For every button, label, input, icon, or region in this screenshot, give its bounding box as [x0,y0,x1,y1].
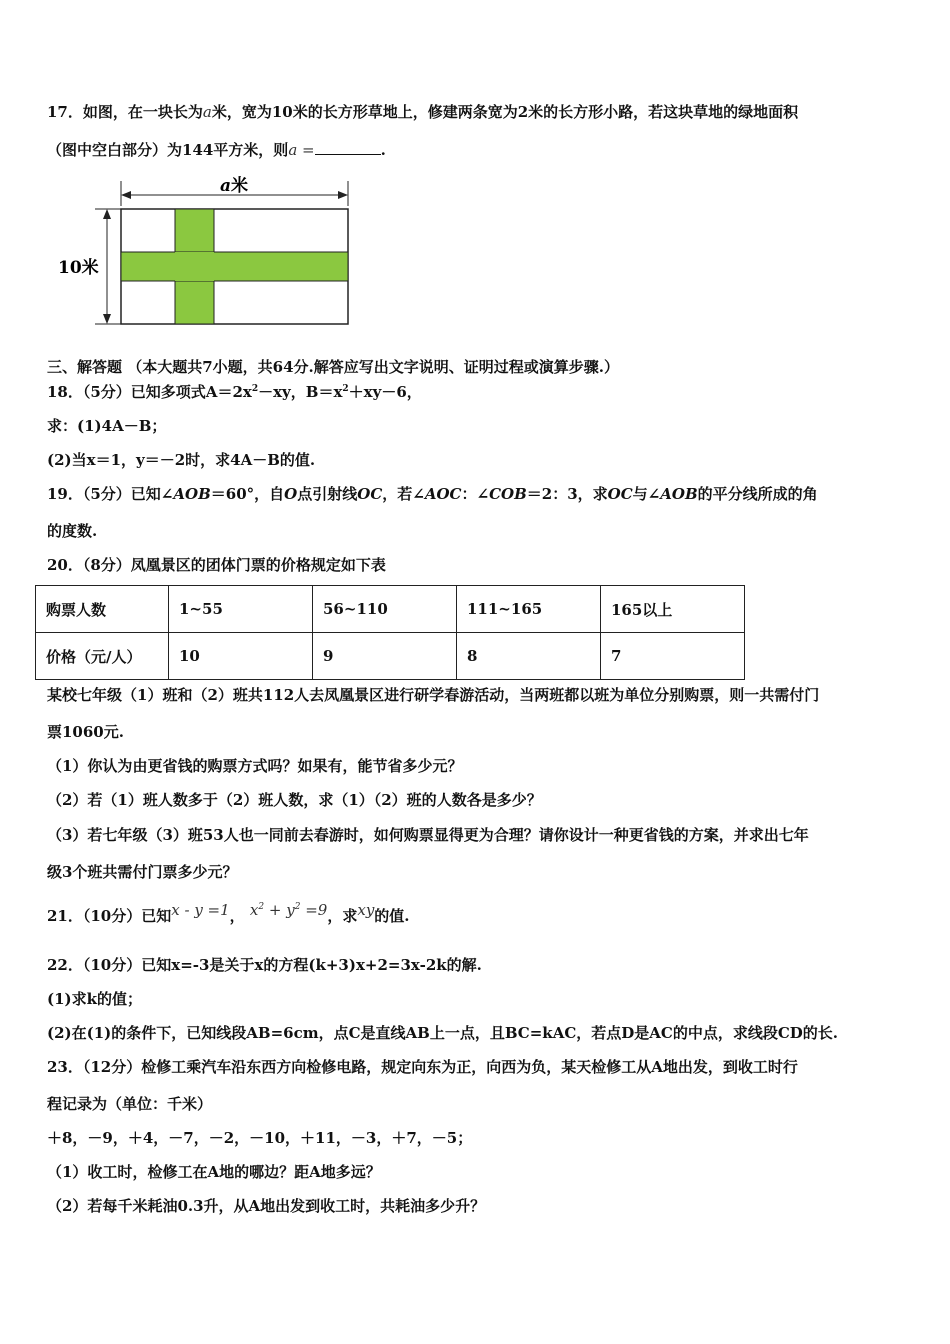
table-row [36,586,745,633]
table-cell: 165以上 [601,586,745,633]
arrow-up [103,209,111,219]
path-crossing [175,252,214,281]
q20-intro: 20．（8分）凤凰景区的团体门票的价格规定如下表 [47,556,386,574]
q17-line2: （图中空白部分）为144平方米，则a = . [47,141,386,159]
q23-sub2: （2）若每千米耗油0.3升，从A地出发到收工时，共耗油多少升？ [47,1197,486,1215]
table-cell: 购票人数 [36,586,169,633]
table-cell: 7 [601,633,745,680]
table-cell: 10 [169,633,313,680]
arrow-down [103,314,111,324]
arrow-left [121,191,131,199]
q21-line: 21．（10分）已知x - y =1， $x^2 + y^2 =9$，求xy的值. [47,901,410,925]
q18-line1: 18．（5分）已知多项式$A=2x^2-xy$，$B=x^2+xy-6$， [47,383,422,401]
eq-x-minus-y: x - y =1 [171,901,230,919]
var-a: a [202,103,212,121]
q22-line1: 22．（10分）已知x=-3是关于x的方程(k+3)x+2=3x-2k的解. [47,956,482,974]
q19-line2: 的度数. [47,522,98,540]
expr-xy: xy [357,901,375,919]
q20-sub3a: （3）若七年级（3）班53人也一同前去春游时，如何购票显得更为合理？请你设计一种更省钱的方案，并求出七年 [47,826,809,844]
table-cell: 9 [313,633,457,680]
q23-line3: ＋8，－9，＋4，－7，－2，－10，＋11，－3，＋7，－5； [47,1129,473,1147]
q18-line2: 求：(1)4A－B； [47,417,167,435]
eq-sum-squares: $x^2 + y^2 =9$ [249,901,328,919]
q23-line1: 23．（12分）检修工乘汽车沿东西方向检修电路，规定向东为正，向西为负，某天检修工从A地出发，到收工时行 [47,1058,798,1076]
section3-heading: 三、解答题 （本大题共7小题，共64分.解答应写出文字说明、证明过程或演算步骤.） [47,358,619,376]
table-row [36,633,745,680]
q23-sub1: （1）收工时，检修工在A地的哪边？距A地多远？ [47,1163,381,1181]
arrow-right [338,191,348,199]
table-cell: 111~165 [457,586,601,633]
q22-line3: (2)在(1)的条件下，已知线段AB=6cm，点C是直线AB上一点，且BC=kAC，若点D是AC的中点，求线段CD的长. [47,1024,839,1042]
var-a-eq: a = [288,141,315,159]
q23-line2: 程记录为（单位：千米） [47,1095,213,1113]
q20-para2: 票1060元. [47,723,124,741]
horizontal-path [121,252,348,281]
q20-sub1: （1）你认为由更省钱的购票方式吗？如果有，能节省多少元？ [47,757,463,775]
q17-line1: 17．如图，在一块长为a米，宽为10米的长方形草地上，修建两条宽为2米的长方形小路，若这块草地的绿地面积 [47,103,799,121]
q22-line2: (1)求k的值； [47,990,143,1008]
q18-line3: (2)当x＝1，y＝－2时，求4A－B的值. [47,451,316,469]
table-cell: 价格（元/人） [36,633,169,680]
lawn-figure [55,172,360,332]
dim-top-label-var: a [220,176,232,196]
table-cell: 1~55 [169,586,313,633]
price-table [35,585,745,680]
table-cell: 56~110 [313,586,457,633]
q20-sub2: （2）若（1）班人数多于（2）班人数，求（1）（2）班的人数各是多少？ [47,791,542,809]
q20-sub3b: 级3个班共需付门票多少元？ [47,863,238,881]
q19-line1: 19．（5分）已知∠AOB＝60°，自O点引射线OC，若∠AOC：∠COB＝2：3，求OC与∠AOB的平分线所成的角 [47,485,818,503]
answer-blank [315,140,381,155]
dim-left-label: 10米 [58,258,99,278]
dim-top-label-unit: 米 [231,176,248,196]
q20-para1: 某校七年级（1）班和（2）班共112人去凤凰景区进行研学春游活动，当两班都以班为单位分别购票，则一共需付门 [47,686,820,704]
table-cell: 8 [457,633,601,680]
